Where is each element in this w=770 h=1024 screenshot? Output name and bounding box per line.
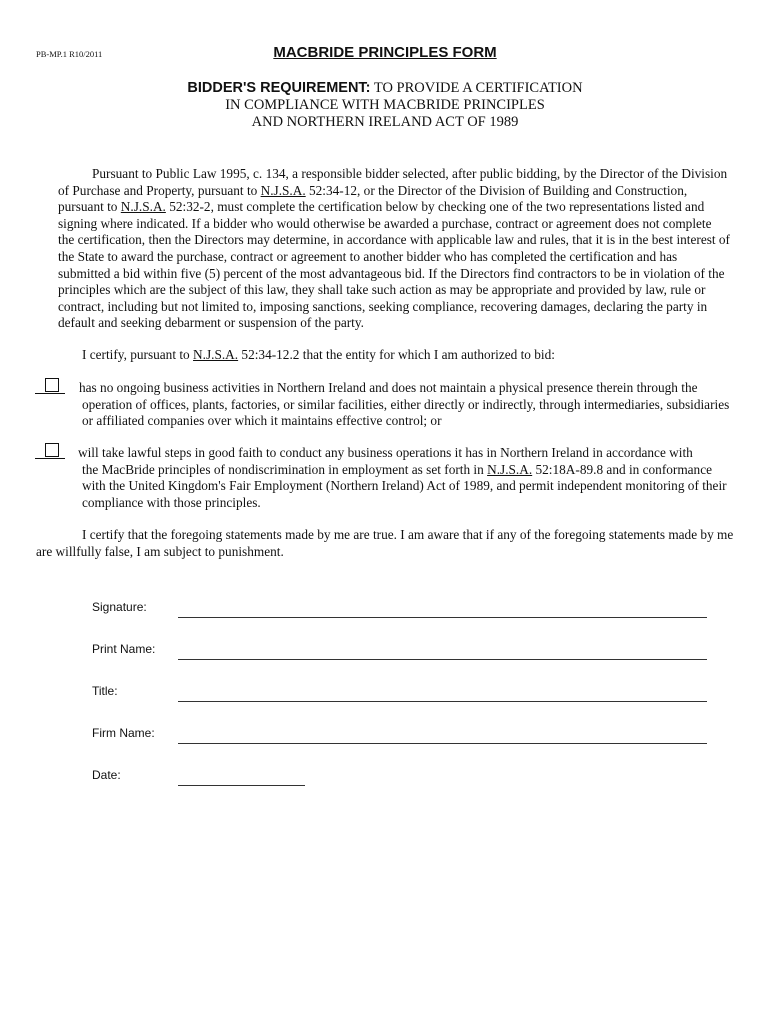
date-label: Date: — [92, 768, 121, 782]
checkbox-square[interactable] — [45, 443, 59, 457]
form-code: PB-MP.1 R10/2011 — [36, 49, 103, 59]
certify-text-1: I certify, pursuant to — [82, 347, 194, 362]
final-certification: I certify that the foregoing statements made by me are true. I am aware that if any of the foregoing statements made by me are willfully false, I am subject to punishment. — [36, 527, 734, 559]
requirement-line3: AND NORTHERN IRELAND ACT OF 1989 — [251, 114, 519, 130]
certify-text-2: 52:34-12.2 that the entity for which I am authorized to bid: — [238, 347, 555, 362]
checkbox-underline — [35, 393, 65, 394]
intro-text-2: 52:34-12, or the Director of the Division of Building and Construction, pursuant to — [58, 182, 688, 215]
checkbox-underline — [35, 458, 65, 459]
signature-field[interactable] — [178, 617, 707, 618]
page-title: MACBRIDE PRINCIPLES FORM — [273, 44, 497, 61]
requirement-bold-lead: BIDDER'S REQUIREMENT: — [187, 80, 371, 96]
requirement-line1-rest: TO PROVIDE A CERTIFICATION — [370, 80, 583, 96]
statute-ref: N.J.S.A. — [487, 461, 533, 477]
option2-line1: will take lawful steps in good faith to conduct any business operations it has in Northern Ireland in accordance with — [78, 445, 693, 460]
print-name-field[interactable] — [178, 659, 707, 660]
certify-statement — [82, 347, 555, 363]
checkbox-square[interactable] — [45, 378, 59, 392]
option2-text — [82, 462, 732, 512]
date-field[interactable] — [178, 785, 305, 786]
title-field[interactable] — [178, 701, 707, 702]
firm-name-label: Firm Name: — [92, 726, 155, 740]
print-name-label: Print Name: — [92, 642, 156, 656]
requirement-line2: IN COMPLIANCE WITH MACBRIDE PRINCIPLES — [225, 97, 545, 113]
statute-ref: N.J.S.A. — [193, 347, 239, 362]
intro-text-1: Pursuant to Public Law 1995, c. 134, a responsible bidder selected, after public bidding, by the Director of the Division of Purchase and Property, pursuant to — [58, 166, 728, 198]
option2-text-2: 52:18A-89.8 and in conformance with the United Kingdom's Fair Employment (Northern Ireland) Act of 1989, and permit independent monitoring of their compliance with those principles. — [82, 461, 727, 510]
intro-paragraph — [58, 166, 730, 332]
firm-name-field[interactable] — [178, 743, 707, 744]
option1-checkbox[interactable] — [35, 378, 65, 394]
statute-ref: N.J.S.A. — [120, 199, 166, 215]
option1-text: operation of offices, plants, factories, or similar facilities, either directly or indirectly, through intermediaries, subsidiaries or affiliated companies over which it maintains effective control; or — [82, 396, 730, 429]
intro-text-3: 52:32-2, must complete the certification below by checking one of the two representations listed and signing where indicated. If a bidder who would otherwise be awarded a purchase, contract or agreement does not complete the certification, then the Directors may determine, in accordance with applicable law and rules, that it is in the best interest of the State to award the purchase, contract or agreement to another bidder who has completed the certification and has submitted a bid within five (5) percent of the most advantageous bid. If the Directors find contractors to be in violation of the principles which are the subject of this law, they shall take such action as may be appropriate and provided by law, rule or contract, including but not limited to, imposing sanctions, seeking compliance, recovering damages, declaring the party in default and seeking debarment or suspension of the party. — [58, 199, 730, 331]
option2-checkbox[interactable] — [35, 443, 65, 459]
statute-ref: N.J.S.A. — [260, 182, 306, 198]
requirement-heading — [0, 80, 770, 131]
title-label: Title: — [92, 684, 118, 698]
option2-text-1: the MacBride principles of nondiscrimination in employment as set forth in — [82, 461, 488, 477]
option1-line1: has no ongoing business activities in Northern Ireland and does not maintain a physical presence therein through the — [79, 380, 698, 395]
signature-label: Signature: — [92, 600, 147, 614]
